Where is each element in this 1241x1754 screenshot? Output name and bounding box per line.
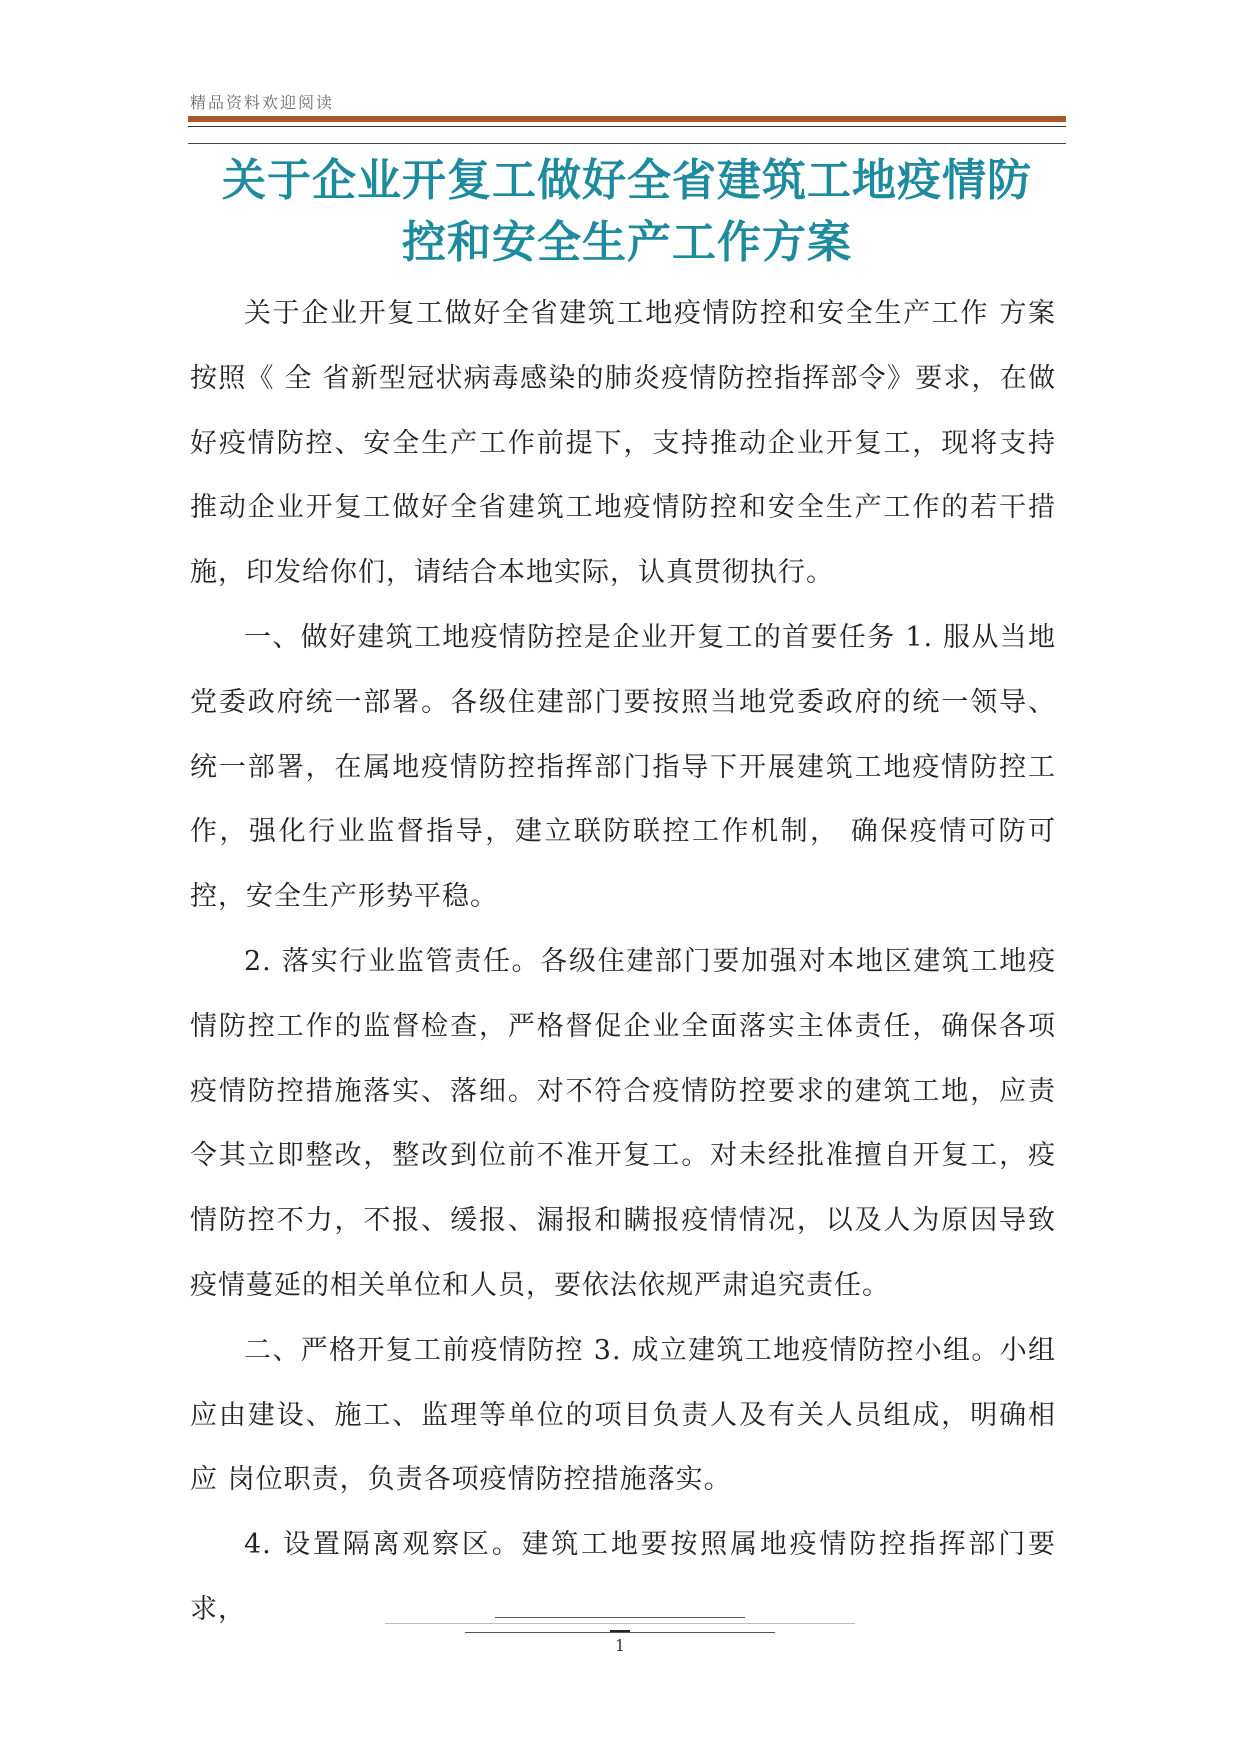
header-rule-thick [188, 116, 1066, 122]
footer-rule-top [495, 1617, 745, 1618]
footer-rule-middle [385, 1623, 855, 1624]
title-line-2: 控和安全生产工作方案 [402, 217, 852, 268]
paragraph-section-2: 二、严格开复工前疫情防控 3. 成立建筑工地疫情防控小组。小组应由建设、施工、监理等单位的项目负责人及有关人员组成，明确相应 岗位职责，负责各项疫情防控措施落实。 [190, 1334, 1056, 1496]
document-title [188, 150, 1066, 274]
paragraph-item-4: 4. 设置隔离观察区。建筑工地要按照属地疫情防控指挥部门要求， [190, 1529, 1056, 1625]
paragraph-section-1: 一、做好建筑工地疫情防控是企业开复工的首要任务 1. 服从当地党委政府统一部署。各级住建部门要按照当地党委政府的统一领导、统一部署，在属地疫情防控指挥部门指导下开展建筑工地疫情防控工作，强化行业监督指导，建立联防联控工作机制， 确保疫情可防可控，安全生产形势平稳。 [190, 621, 1056, 913]
paragraph-item-2: 2. 落实行业监管责任。各级住建部门要加强对本地区建筑工地疫情防控工作的监督检查，严格督促企业全面落实主体责任，确保各项疫情防控措施落实、落细。对不符合疫情防控要求的建筑工地，应责令其立即整改，整改到位前不准开复工。对未经批准擅自开复工，疫情防控不力，不报、缓报、漏报和瞒报疫情情况，以及人为原因导致疫情蔓延的相关单位和人员，要依法依规严肃追究责任。 [190, 945, 1056, 1301]
header-rule-under [188, 143, 1066, 144]
document-body [190, 282, 1056, 1643]
header-rule-thin [188, 126, 1066, 127]
footer-dash [610, 1630, 630, 1632]
page-number: 1 [614, 1636, 626, 1655]
footer-rule-bottom [465, 1632, 775, 1633]
title-line-1: 关于企业开复工做好全省建筑工地疫情防 [222, 155, 1032, 206]
paragraph-intro: 关于企业开复工做好全省建筑工地疫情防控和安全生产工作 方案 按照《 全 省新型冠状病毒感染的肺炎疫情防控指挥部令》要求，在做好疫情防控、安全生产工作前提下，支持推动企业开复工，现将支持推动企业开复工做好全省建筑工地疫情防控和安全生产工作的若干措施，印发给你们，请结合本地实际，认真贯彻执行。 [190, 298, 1056, 589]
header-label: 精品资料欢迎阅读 [190, 93, 335, 112]
